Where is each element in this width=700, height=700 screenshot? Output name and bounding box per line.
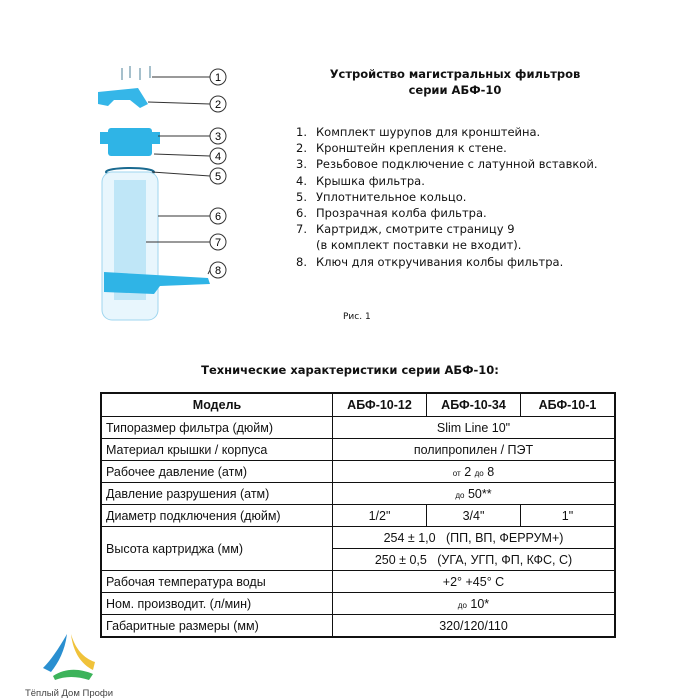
table-cell: 254 ± 1,0 (ПП, ВП, ФЕРРУМ+) bbox=[333, 527, 616, 549]
text: Ключ для откручивания колбы фильтра. bbox=[316, 254, 564, 269]
logo-icon bbox=[39, 632, 99, 682]
callout-6: 6 bbox=[214, 211, 222, 223]
callout-8: 8 bbox=[214, 265, 222, 277]
text: Уплотнительное кольцо. bbox=[316, 189, 467, 204]
header-abf-10-12: АБФ-10-12 bbox=[333, 393, 427, 417]
text: 50** bbox=[467, 486, 492, 501]
text: Картридж, смотрите страницу 9 bbox=[316, 222, 515, 237]
table-header-row bbox=[101, 393, 615, 417]
table-cell: Высота картриджа (мм) bbox=[101, 527, 333, 571]
text: 2 bbox=[464, 464, 472, 479]
list-item bbox=[296, 173, 597, 189]
bracket-icon bbox=[98, 88, 148, 108]
table-cell: +2° +45° С bbox=[333, 571, 616, 593]
table-title: Технические характеристики серии АБФ-10: bbox=[201, 363, 499, 377]
text: Резьбовое подключение с латунной вставкой. bbox=[316, 157, 598, 172]
table-cell: 3/4" bbox=[427, 505, 521, 527]
callout-5: 5 bbox=[214, 171, 222, 183]
callout-4: 4 bbox=[214, 151, 222, 163]
list-item bbox=[296, 221, 597, 237]
header-model: Модель bbox=[101, 393, 333, 417]
table-cell bbox=[333, 483, 616, 505]
text: Крышка фильтра. bbox=[316, 173, 425, 188]
table-cell bbox=[333, 461, 616, 483]
text: 1. bbox=[296, 125, 307, 139]
callout-7: 7 bbox=[214, 237, 222, 249]
table-cell: 1" bbox=[521, 505, 616, 527]
table-cell: Габаритные размеры (мм) bbox=[101, 615, 333, 638]
callout-3: 3 bbox=[214, 131, 222, 143]
table-cell: Ном. производит. (л/мин) bbox=[101, 593, 333, 615]
table-cell: Диаметр подключения (дюйм) bbox=[101, 505, 333, 527]
list-item bbox=[296, 205, 597, 221]
callout-2: 2 bbox=[214, 99, 222, 111]
list-item bbox=[296, 254, 597, 270]
table-cell: 250 ± 0,5 (УГА, УГП, ФП, КФС, С) bbox=[333, 549, 616, 571]
page-title bbox=[300, 66, 610, 98]
table-cell: Рабочая температура воды bbox=[101, 571, 333, 593]
text: (в комплект поставки не входит). bbox=[316, 238, 522, 253]
table-cell: Типоразмер фильтра (дюйм) bbox=[101, 417, 333, 439]
text: до bbox=[474, 468, 484, 478]
table-row bbox=[101, 527, 615, 549]
table-row bbox=[101, 417, 615, 439]
text: 8. bbox=[296, 254, 307, 269]
header-abf-10-34: АБФ-10-34 bbox=[427, 393, 521, 417]
text: 3. bbox=[296, 157, 307, 172]
text: 2. bbox=[296, 141, 307, 156]
text: до bbox=[455, 490, 465, 500]
list-item bbox=[296, 140, 597, 156]
callout-1: 1 bbox=[214, 72, 222, 84]
table-row bbox=[101, 593, 615, 615]
title-line-2: серии АБФ-10 bbox=[408, 83, 502, 97]
header-abf-10-1: АБФ-10-1 bbox=[521, 393, 616, 417]
spec-table bbox=[100, 392, 616, 638]
screws-icon bbox=[122, 66, 150, 80]
text: 4. bbox=[296, 173, 307, 188]
table-cell: Slim Line 10" bbox=[333, 417, 616, 439]
table-cell: 320/120/110 bbox=[333, 615, 616, 638]
text: Прозрачная колба фильтра. bbox=[316, 206, 487, 221]
text: 5. bbox=[296, 189, 307, 204]
table-row bbox=[101, 483, 615, 505]
text: Комплект шурупов для кронштейна. bbox=[316, 125, 541, 139]
list-item bbox=[296, 124, 597, 140]
table-cell: 1/2" bbox=[333, 505, 427, 527]
text: 6. bbox=[296, 206, 307, 221]
text: от bbox=[452, 468, 461, 478]
text: до bbox=[457, 600, 467, 610]
text bbox=[296, 237, 316, 253]
table-row bbox=[101, 461, 615, 483]
table-row bbox=[101, 571, 615, 593]
text: 7. bbox=[296, 222, 307, 237]
figure-caption: Рис. 1 bbox=[343, 312, 371, 322]
text: 8 bbox=[487, 464, 495, 479]
list-item bbox=[296, 237, 597, 253]
text: Кронштейн крепления к стене. bbox=[316, 141, 507, 156]
parts-list bbox=[296, 124, 597, 270]
filter-head-icon bbox=[108, 128, 152, 156]
logo-text: Тёплый Дом Профи bbox=[24, 688, 114, 699]
table-row bbox=[101, 505, 615, 527]
table-row bbox=[101, 439, 615, 461]
title-line-1: Устройство магистральных фильтров bbox=[329, 67, 581, 81]
table-cell: полипропилен / ПЭТ bbox=[333, 439, 616, 461]
table-cell bbox=[333, 593, 616, 615]
text: 10* bbox=[470, 596, 490, 611]
list-item bbox=[296, 189, 597, 205]
table-cell: Давление разрушения (атм) bbox=[101, 483, 333, 505]
company-logo bbox=[14, 632, 124, 699]
table-row bbox=[101, 615, 615, 638]
table-cell: Рабочее давление (атм) bbox=[101, 461, 333, 483]
list-item bbox=[296, 156, 597, 172]
table-cell: Материал крышки / корпуса bbox=[101, 439, 333, 461]
